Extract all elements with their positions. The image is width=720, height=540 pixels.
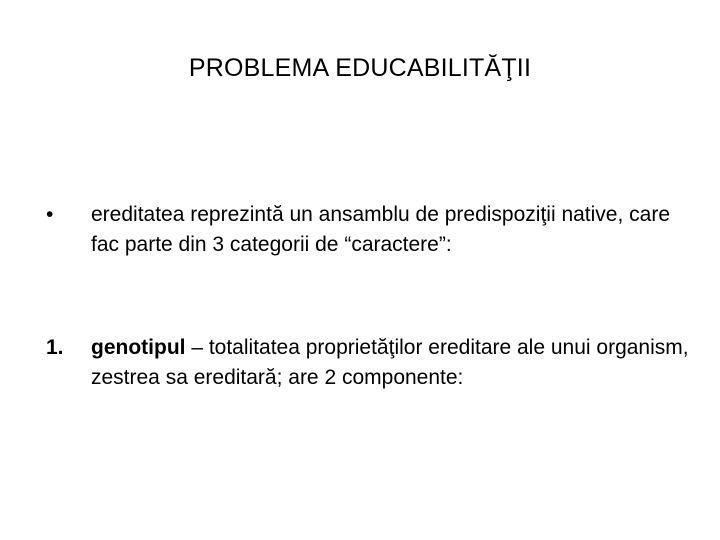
- number-marker: 1.: [46, 336, 64, 359]
- bullet-marker: •: [46, 203, 54, 226]
- list-item-content: [91, 333, 691, 393]
- list-item-text: ereditatea reprezintă un ansamblu de predispoziţii native, care fac parte din 3 categorii de “caractere”:: [91, 203, 671, 256]
- list-item-text: – totalitatea proprietăţilor ereditare ale unui organism, zestrea sa ereditară; are 2 componente:: [91, 336, 689, 389]
- slide-title: PROBLEMA EDUCABILITĂŢII: [188, 54, 532, 82]
- term-genotipul: genotipul: [91, 336, 186, 359]
